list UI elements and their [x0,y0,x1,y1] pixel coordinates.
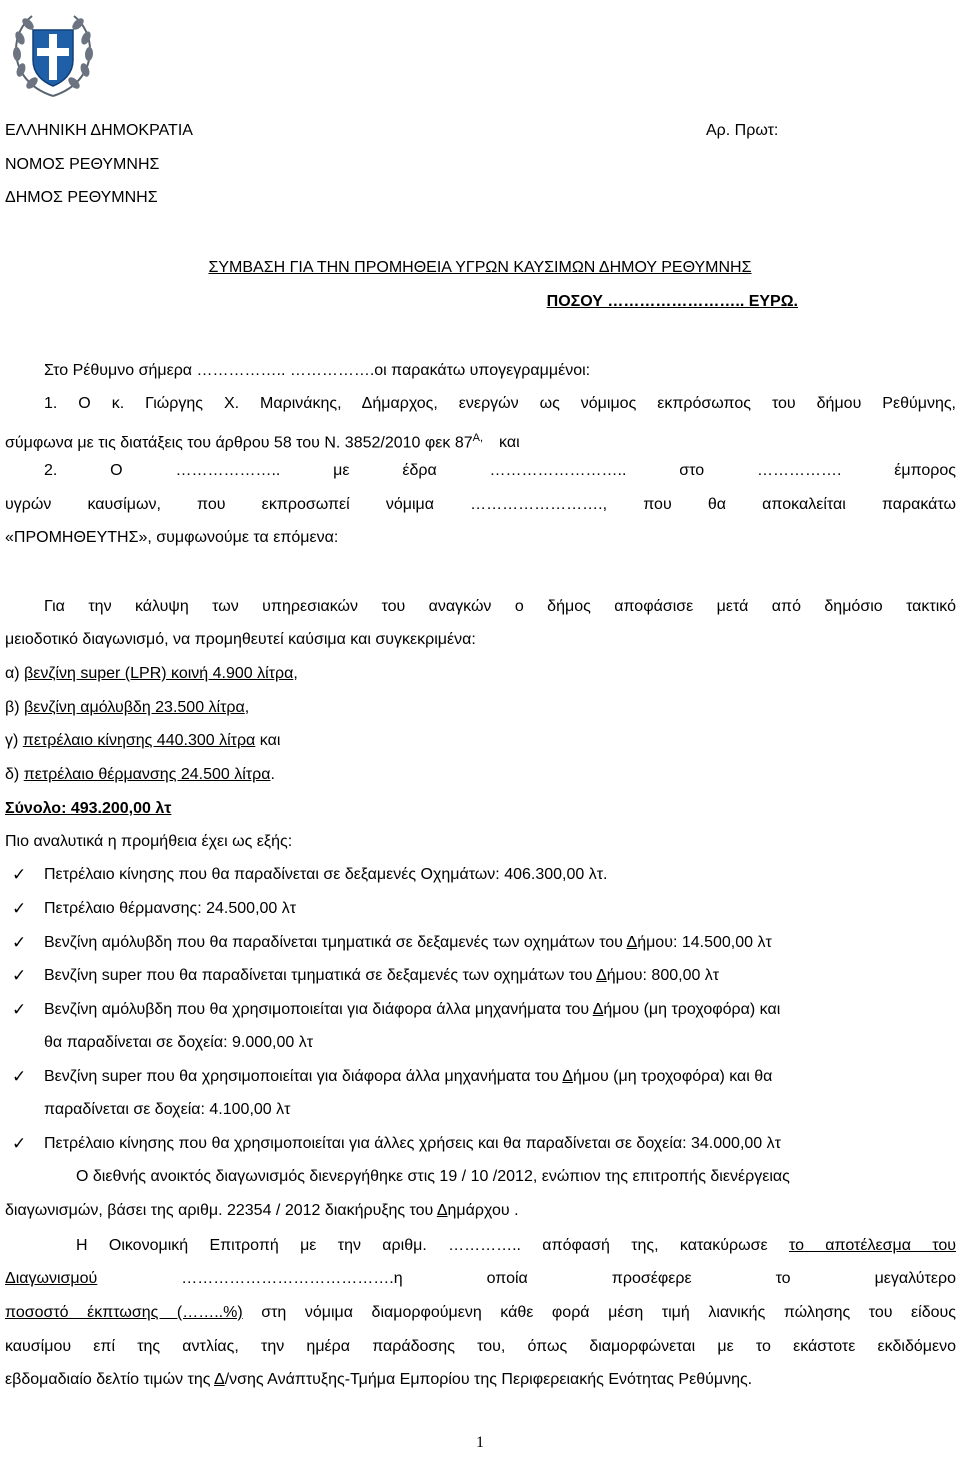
fuel-item-b: β) βενζίνη αμόλυβδη 23.500 λίτρα, [5,699,250,716]
check-icon: ✓ [12,966,27,985]
check-icon: ✓ [12,1067,27,1086]
checklist-item-continued: θα παραδίνεται σε δοχεία: 9.000,00 λτ [44,1034,314,1051]
fuel-item-d: δ) πετρέλαιο θέρμανσης 24.500 λίτρα. [5,766,275,783]
checklist-item: Βενζίνη super που θα παραδίνεται τμηματικά σε δεξαμενές των οχημάτων του Δήμου: 800,00 λτ [44,967,720,984]
body-paragraph: Για την κάλυψη των υπηρεσιακών του αναγκών ο δήμος αποφάσισε μετά από δημόσιο τακτικό [44,598,956,615]
header-country: ΕΛΛΗΝΙΚΗ ΔΗΜΟΚΡΑΤΙΑ [5,122,193,139]
closing-line: εβδομαδιαίο δελτίο τιμών της Δ/νσης Ανάπτυξης-Τμήμα Εμπορίου της Περιφερειακής Ενότητας Ρεθύμνης. [5,1371,753,1388]
check-icon: ✓ [12,899,27,918]
closing-line: καυσίμου επί της αντλίας, την ημέρα παράδοσης του, όπως διαμορφώνεται με το εκάστοτε εκδιδόμενο [5,1338,956,1355]
total-quantity: Σύνολο: 493.200,00 λτ [5,800,172,817]
contract-title: ΣΥΜΒΑΣΗ ΓΙΑ ΤΗΝ ΠΡΟΜΗΘΕΙΑ ΥΓΡΩΝ ΚΑΥΣΙΜΩΝ ΔΗΜΟΥ ΡΕΘΥΜΝΗΣ [208,259,752,276]
check-icon: ✓ [12,933,27,952]
contract-amount: ΠΟΣΟΥ …………………….. ΕΥΡΩ. [546,293,798,310]
body-paragraph: μειοδοτικό διαγωνισμό, να προμηθευτεί καύσιμα και συγκεκριμένα: [5,631,476,648]
checklist-item: Πετρέλαιο θέρμανσης: 24.500,00 λτ [44,900,297,917]
detail-intro: Πιο αναλυτικά η προμήθεια έχει ως εξής: [5,833,293,850]
check-icon: ✓ [12,1000,27,1019]
intro-line: Στο Ρέθυμνο σήμερα …………….. …………….οι παρακάτω υπογεγραμμένοι: [44,362,591,379]
checklist-item: Βενζίνη super που θα χρησιμοποιείται για διάφορα άλλα μηχανήματα του Δήμου (μη τροχοφόρα) και θα [44,1068,773,1085]
intro-line: 2. Ο ……………….. με έδρα …………………….. στο ……………. έμπορος [44,462,956,479]
fuel-item-c: γ) πετρέλαιο κίνησης 440.300 λίτρα και [5,732,281,749]
intro-line: σύμφωνα με τις διατάξεις του άρθρου 58 του Ν. 3852/2010 φεκ $87^{A,}$ και [5,432,520,452]
checklist-item: Βενζίνη αμόλυβδη που θα παραδίνεται τμηματικά σε δεξαμενές των οχημάτων του Δήμου: 14.500,00 λτ [44,934,772,951]
protocol-number-label: Αρ. Πρωτ: [706,122,779,139]
closing-line: διαγωνισμών, βάσει της αριθμ. 22354 / 2012 διακήρυξης του Δημάρχου . [5,1202,519,1219]
page-number: 1 [476,1434,484,1451]
intro-line: «ΠΡΟΜΗΘΕΥΤΗΣ», συμφωνούμε τα επόμενα: [5,529,339,546]
check-icon: ✓ [12,1134,27,1153]
check-icon: ✓ [12,865,27,884]
closing-line: ποσοστό έκπτωσης (……..%) στη νόμιμα διαμορφούμενη κάθε φορά μέση τιμή λιανικής πώλησης του είδους [5,1304,956,1321]
fuel-item-a: α) βενζίνη super (LPR) κοινή 4.900 λίτρα, [5,665,298,682]
header-municipality: ΔΗΜΟΣ ΡΕΘΥΜΝΗΣ [5,189,158,206]
greek-republic-seal [8,8,98,102]
checklist-item: Πετρέλαιο κίνησης που θα παραδίνεται σε δεξαμενές Οχημάτων: 406.300,00 λτ. [44,866,608,883]
intro-line: υγρών καυσίμων, που εκπροσωπεί νόμιμα ……………………., που θα αποκαλείται παρακάτω [5,496,956,513]
closing-line: Ο διεθνής ανοικτός διαγωνισμός διενεργήθηκε στις 19 / 10 /2012, ενώπιον της επιτροπής διενέργειας [76,1168,790,1185]
intro-line: 1. Ο κ. Γιώργης Χ. Μαρινάκης, Δήμαρχος, ενεργών ως νόμιμος εκπρόσωπος του δήμου Ρεθύμνης, [44,395,956,412]
checklist-item: Βενζίνη αμόλυβδη που θα χρησιμοποιείται για διάφορα άλλα μηχανήματα του Δήμου (μη τροχοφόρα) και [44,1001,781,1018]
checklist-item-continued: παραδίνεται σε δοχεία: 4.100,00 λτ [44,1101,291,1118]
closing-line: Η Οικονομική Επιτροπή με την αριθμ. ………….. απόφασή της, κατακύρωσε το αποτέλεσμα του [76,1237,957,1254]
closing-line: Διαγωνισμού ………………………………….η οποία προσέφερε το μεγαλύτερο [5,1270,956,1287]
checklist-item: Πετρέλαιο κίνησης που θα χρησιμοποιείται για άλλες χρήσεις και θα παραδίνεται σε δοχεία: 34.000,00 λτ [44,1135,781,1152]
header-prefecture: ΝΟΜΟΣ ΡΕΘΥΜΝΗΣ [5,156,160,173]
